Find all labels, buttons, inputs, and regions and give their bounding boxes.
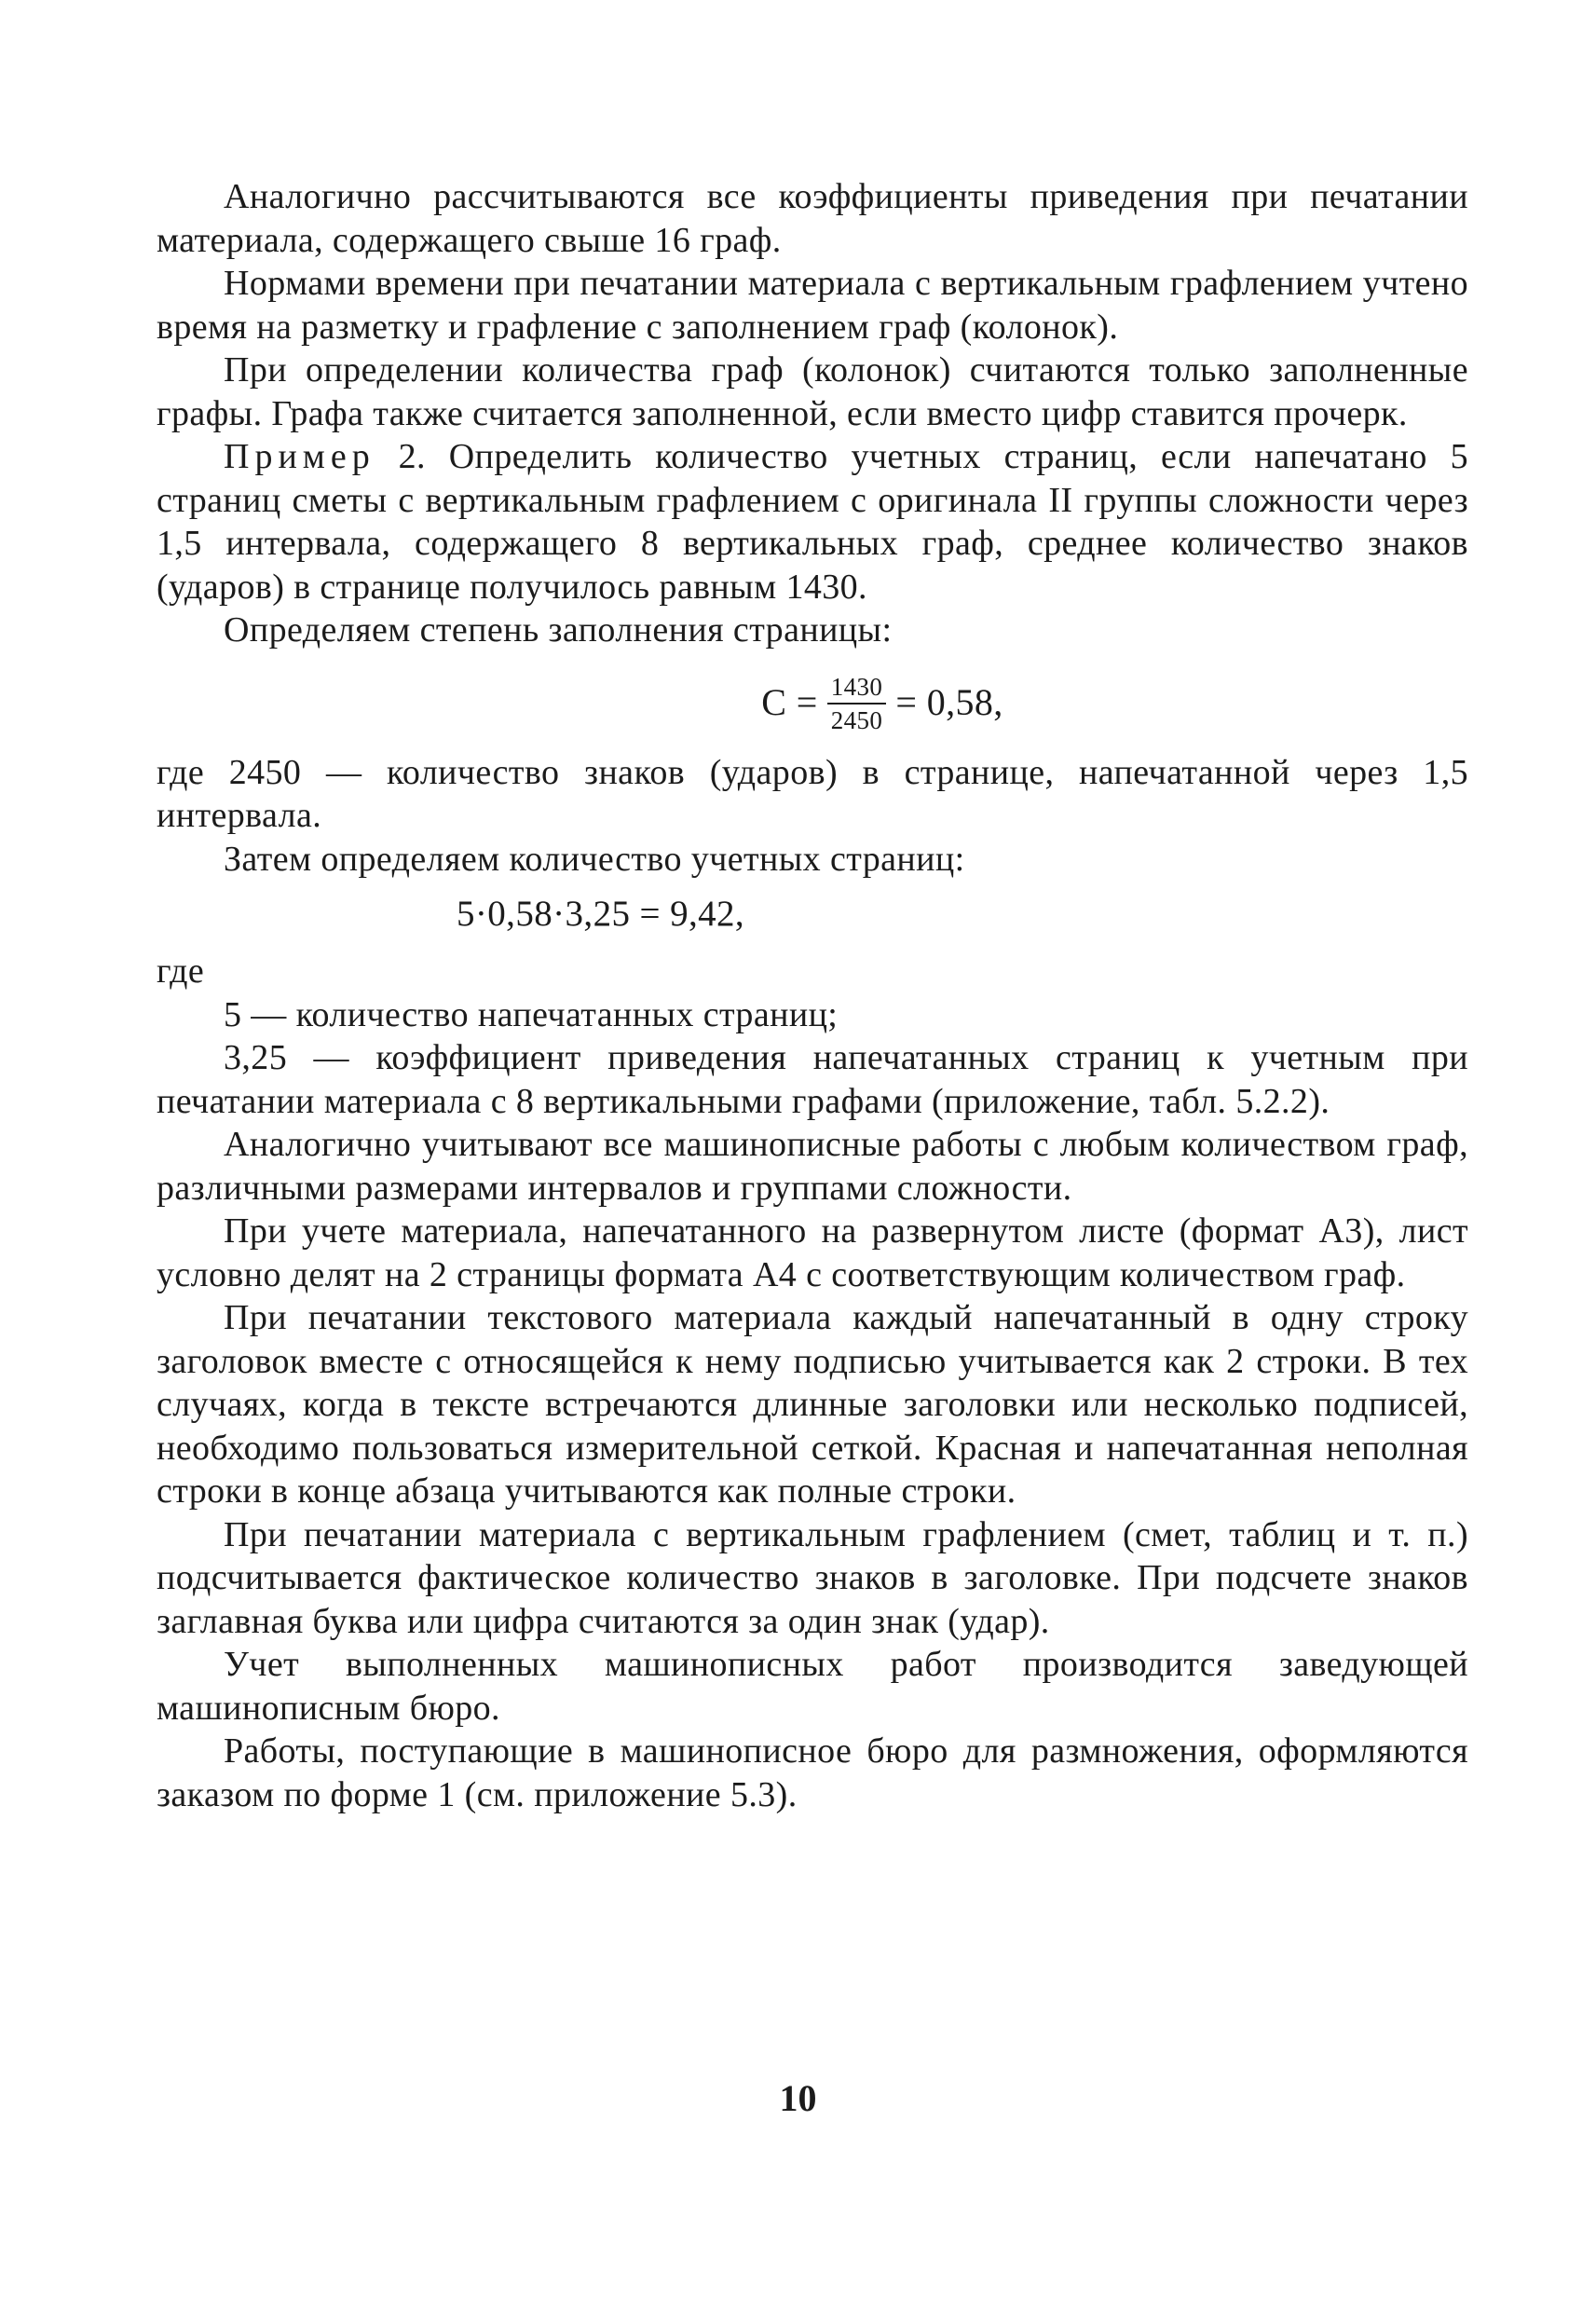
paragraph-9: 3,25 — коэффициент приведения напечатанных страниц к учетным при печатании материала с 8 вертикальными графами (приложение, табл. 5.2.2). xyxy=(157,1038,1468,1121)
paragraph-example-2 xyxy=(157,435,1468,609)
formula-denominator: 2450 xyxy=(830,705,883,734)
paragraph-13: При печатании материала с вертикальным графлением (смет, таблиц и т. п.) подсчитывается фактическое количество знаков в заголовке. При подсчете знаков заглавная буква или цифра считаются за один знак (удар). xyxy=(157,1514,1468,1641)
paragraph-12: При печатании текстового материала каждый напечатанный в одну строку заголовок вместе с относящейся к нему подписью учитывается как 2 строки. В тех случаях, когда в тексте встречаются длинные заголовки или несколько подписей, необходимо пользоваться измерительной сеткой. Красная и напечатанная неполная строки в конце абзаца учитываются как полные строки. xyxy=(157,1298,1468,1511)
document-page xyxy=(157,175,1468,1816)
page-count-formula: 5·0,58·3,25 = 9,42, xyxy=(457,894,745,934)
paragraph-11: При учете материала, напечатанного на развернутом листе (формат А3), лист условно делят на 2 страницы формата А4 с соответствующим количеством граф. xyxy=(157,1211,1468,1294)
paragraph-2: Нормами времени при печатании материала с вертикальным графлением учтено время на разметку и графление с заполнением граф (колонок). xyxy=(157,264,1468,347)
paragraph-1: Аналогично рассчитываются все коэффициенты приведения при печатании материала, содержащего свыше 16 граф. xyxy=(157,177,1468,260)
paragraph-8: 5 — количество напечатанных страниц; xyxy=(224,994,839,1034)
paragraph-7: Затем определяем количество учетных страниц: xyxy=(224,839,965,879)
paragraph-6: где 2450 — количество знаков (ударов) в странице, напечатанной через 1,5 интервала. xyxy=(157,752,1468,835)
example-text: 2. Определить количество учетных страниц, если напечатано 5 страниц сметы с вертикальным графлением с оригинала II группы сложности через 1,5 интервала, содержащего 8 вертикальных граф, среднее количество знаков (ударов) в странице получилось равным 1430. xyxy=(157,437,1468,607)
paragraph-15: Работы, поступающие в машинописное бюро для размножения, оформляются заказом по форме 1 (см. приложение 5.3). xyxy=(157,1731,1468,1814)
where-label: где xyxy=(157,951,205,991)
paragraph-5: Определяем степень заполнения страницы: xyxy=(224,610,893,650)
formula-rhs: = 0,58, xyxy=(895,681,1003,724)
example-label: Пример xyxy=(224,437,375,476)
formula-numerator: 1430 xyxy=(827,673,887,705)
paragraph-14: Учет выполненных машинописных работ производится заведующей машинописным бюро. xyxy=(157,1645,1468,1728)
formula-fraction xyxy=(827,673,887,734)
page-number: 10 xyxy=(779,2077,817,2119)
fill-ratio-formula xyxy=(157,656,1468,751)
paragraph-10: Аналогично учитывают все машинописные работы с любым количеством граф, различными размерами интервалов и группами сложности. xyxy=(157,1125,1468,1208)
paragraph-3: При определении количества граф (колонок) считаются только заполненные графы. Графа также считается заполненной, если вместо цифр ставится прочерк. xyxy=(157,350,1468,433)
formula-lhs: С = xyxy=(761,681,818,724)
